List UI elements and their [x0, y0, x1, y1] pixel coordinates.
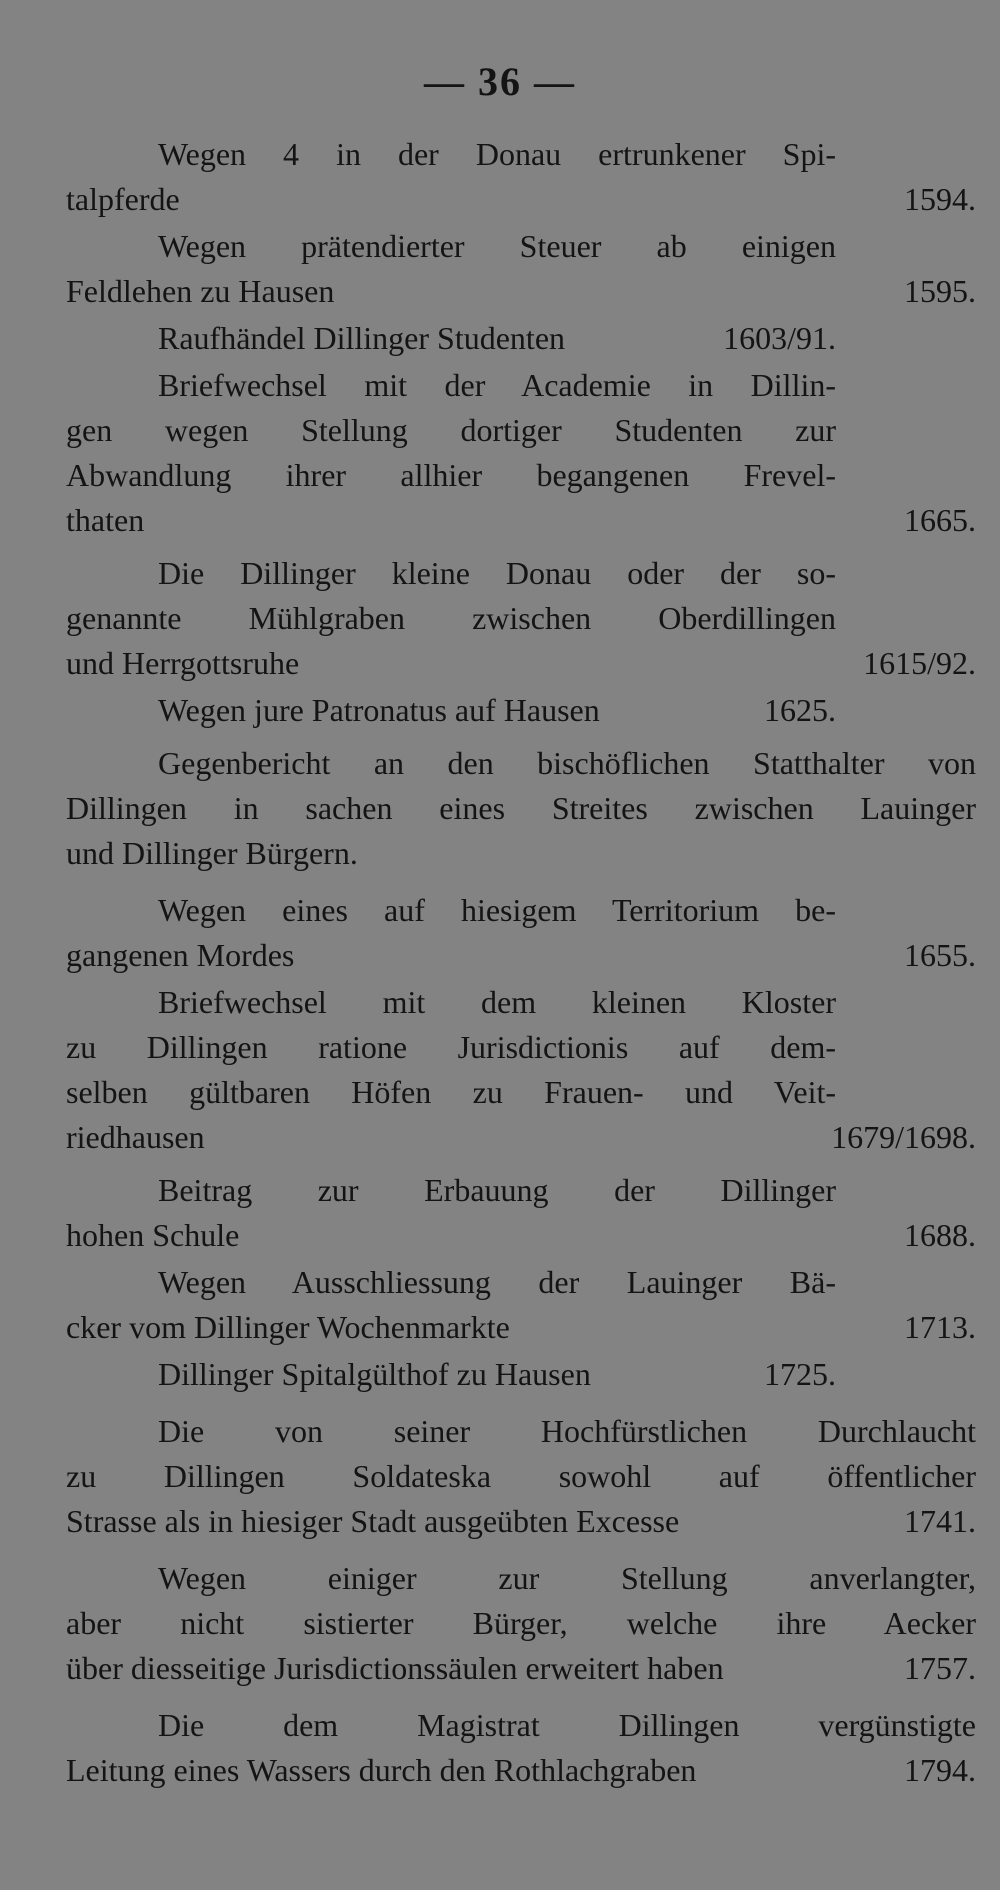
- page-number: — 36 —: [424, 59, 576, 104]
- entry-date: 1713.: [904, 1309, 976, 1345]
- entry-date: 1794.: [904, 1752, 976, 1788]
- entry-text: Wegen Ausschliessung der Lauinger Bä-: [158, 1264, 836, 1300]
- entry-text: Wegen jure Patronatus auf Hausen: [158, 692, 600, 728]
- archive-entry: [66, 1352, 976, 1397]
- archive-entry: [66, 316, 976, 361]
- entry-text: talpferde: [66, 181, 180, 217]
- entry-last-line: [66, 269, 976, 314]
- entry-last-line: [66, 1499, 976, 1544]
- entry-text: Raufhändel Dillinger Studenten: [158, 320, 566, 356]
- entry-text: selben gültbaren Höfen zu Frauen- und Veit-: [66, 1074, 836, 1110]
- archive-entry: [66, 224, 976, 314]
- archive-entry: [66, 980, 976, 1160]
- entry-text: hohen Schule: [66, 1217, 240, 1253]
- entry-text: genannte Mühlgraben zwischen Oberdillingen: [66, 600, 836, 636]
- entry-text: Dillingen in sachen eines Streites zwischen Lauinger: [66, 790, 976, 826]
- entry-text: aber nicht sistierter Bürger, welche ihre Aecker: [66, 1605, 976, 1641]
- entry-date: 1615/92.: [863, 645, 976, 681]
- entry-text: Wegen prätendierter Steuer ab einigen: [158, 228, 836, 264]
- entry-text: Wegen eines auf hiesigem Territorium be-: [158, 892, 836, 928]
- entry-date: 1679/1698.: [831, 1119, 976, 1155]
- entry-text: Die Dillinger kleine Donau oder der so-: [158, 555, 836, 591]
- entry-last-line: [66, 688, 836, 733]
- entry-text: Gegenbericht an den bischöflichen Statthalter von: [158, 745, 976, 781]
- entry-text: riedhausen: [66, 1119, 205, 1155]
- entry-last-line: [66, 1115, 976, 1160]
- entry-last-line: [66, 1748, 976, 1793]
- entry-last-line: [66, 1305, 976, 1350]
- entry-text: Wegen einiger zur Stellung anverlangter,: [158, 1560, 976, 1596]
- entry-text: Briefwechsel mit der Academie in Dillin-: [158, 367, 836, 403]
- archive-entry: [66, 1260, 976, 1350]
- entry-text: zu Dillingen Soldateska sowohl auf öffentlicher: [66, 1458, 976, 1494]
- entry-last-line: [66, 641, 976, 686]
- entry-text: Dillinger Spitalgülthof zu Hausen: [158, 1356, 591, 1392]
- entry-text: cker vom Dillinger Wochenmarkte: [66, 1309, 510, 1345]
- entry-text: thaten: [66, 502, 145, 538]
- entry-date: 1688.: [904, 1217, 976, 1253]
- entry-text: Briefwechsel mit dem kleinen Kloster: [158, 984, 836, 1020]
- entry-text: gangenen Mordes: [66, 937, 295, 973]
- entry-last-line: [66, 1646, 976, 1691]
- entry-last-line: [66, 1352, 836, 1397]
- entry-date: 1603/91.: [723, 320, 836, 356]
- entry-text: Abwandlung ihrer allhier begangenen Frevel-: [66, 457, 836, 493]
- entry-last-line: [66, 316, 836, 361]
- archive-entry: [66, 551, 976, 686]
- entry-last-line: [66, 177, 976, 222]
- archive-entry: [66, 1168, 976, 1258]
- archive-entry: [66, 1556, 976, 1691]
- entry-date: 1725.: [764, 1356, 836, 1392]
- entry-last-line: [66, 933, 976, 978]
- entry-list: [66, 132, 976, 1793]
- entry-text: Leitung eines Wassers durch den Rothlachgraben: [66, 1752, 697, 1788]
- archive-entry: [66, 741, 976, 876]
- entry-date: 1665.: [904, 502, 976, 538]
- entry-text: Beitrag zur Erbauung der Dillinger: [158, 1172, 836, 1208]
- archive-entry: [66, 363, 976, 543]
- entry-text: Die dem Magistrat Dillingen vergünstigte: [158, 1707, 976, 1743]
- entry-last-line: [66, 498, 976, 543]
- entry-text: Feldlehen zu Hausen: [66, 273, 335, 309]
- archive-entry: [66, 132, 976, 222]
- entry-date: 1655.: [904, 937, 976, 973]
- archive-entry: [66, 1703, 976, 1793]
- archive-entry: [66, 1409, 976, 1544]
- entry-text: Wegen 4 in der Donau ertrunkener Spi-: [158, 136, 836, 172]
- entry-date: 1594.: [904, 181, 976, 217]
- entry-text: zu Dillingen ratione Jurisdictionis auf dem-: [66, 1029, 836, 1065]
- entry-date: 1625.: [764, 692, 836, 728]
- archive-entry: [66, 888, 976, 978]
- entry-text: Strasse als in hiesiger Stadt ausgeübten Excesse: [66, 1503, 680, 1539]
- entry-text: gen wegen Stellung dortiger Studenten zur: [66, 412, 836, 448]
- entry-text: und Herrgottsruhe: [66, 645, 300, 681]
- entry-date: 1741.: [904, 1503, 976, 1539]
- entry-text: Die von seiner Hochfürstlichen Durchlaucht: [158, 1413, 976, 1449]
- entry-date: 1757.: [904, 1650, 976, 1686]
- entry-text: und Dillinger Bürgern.: [66, 835, 358, 871]
- archive-entry: [66, 688, 976, 733]
- entry-last-line: [66, 1213, 976, 1258]
- entry-date: 1595.: [904, 273, 976, 309]
- entry-last-line: [66, 831, 976, 876]
- entry-text: über diesseitige Jurisdictionssäulen erweitert haben: [66, 1650, 724, 1686]
